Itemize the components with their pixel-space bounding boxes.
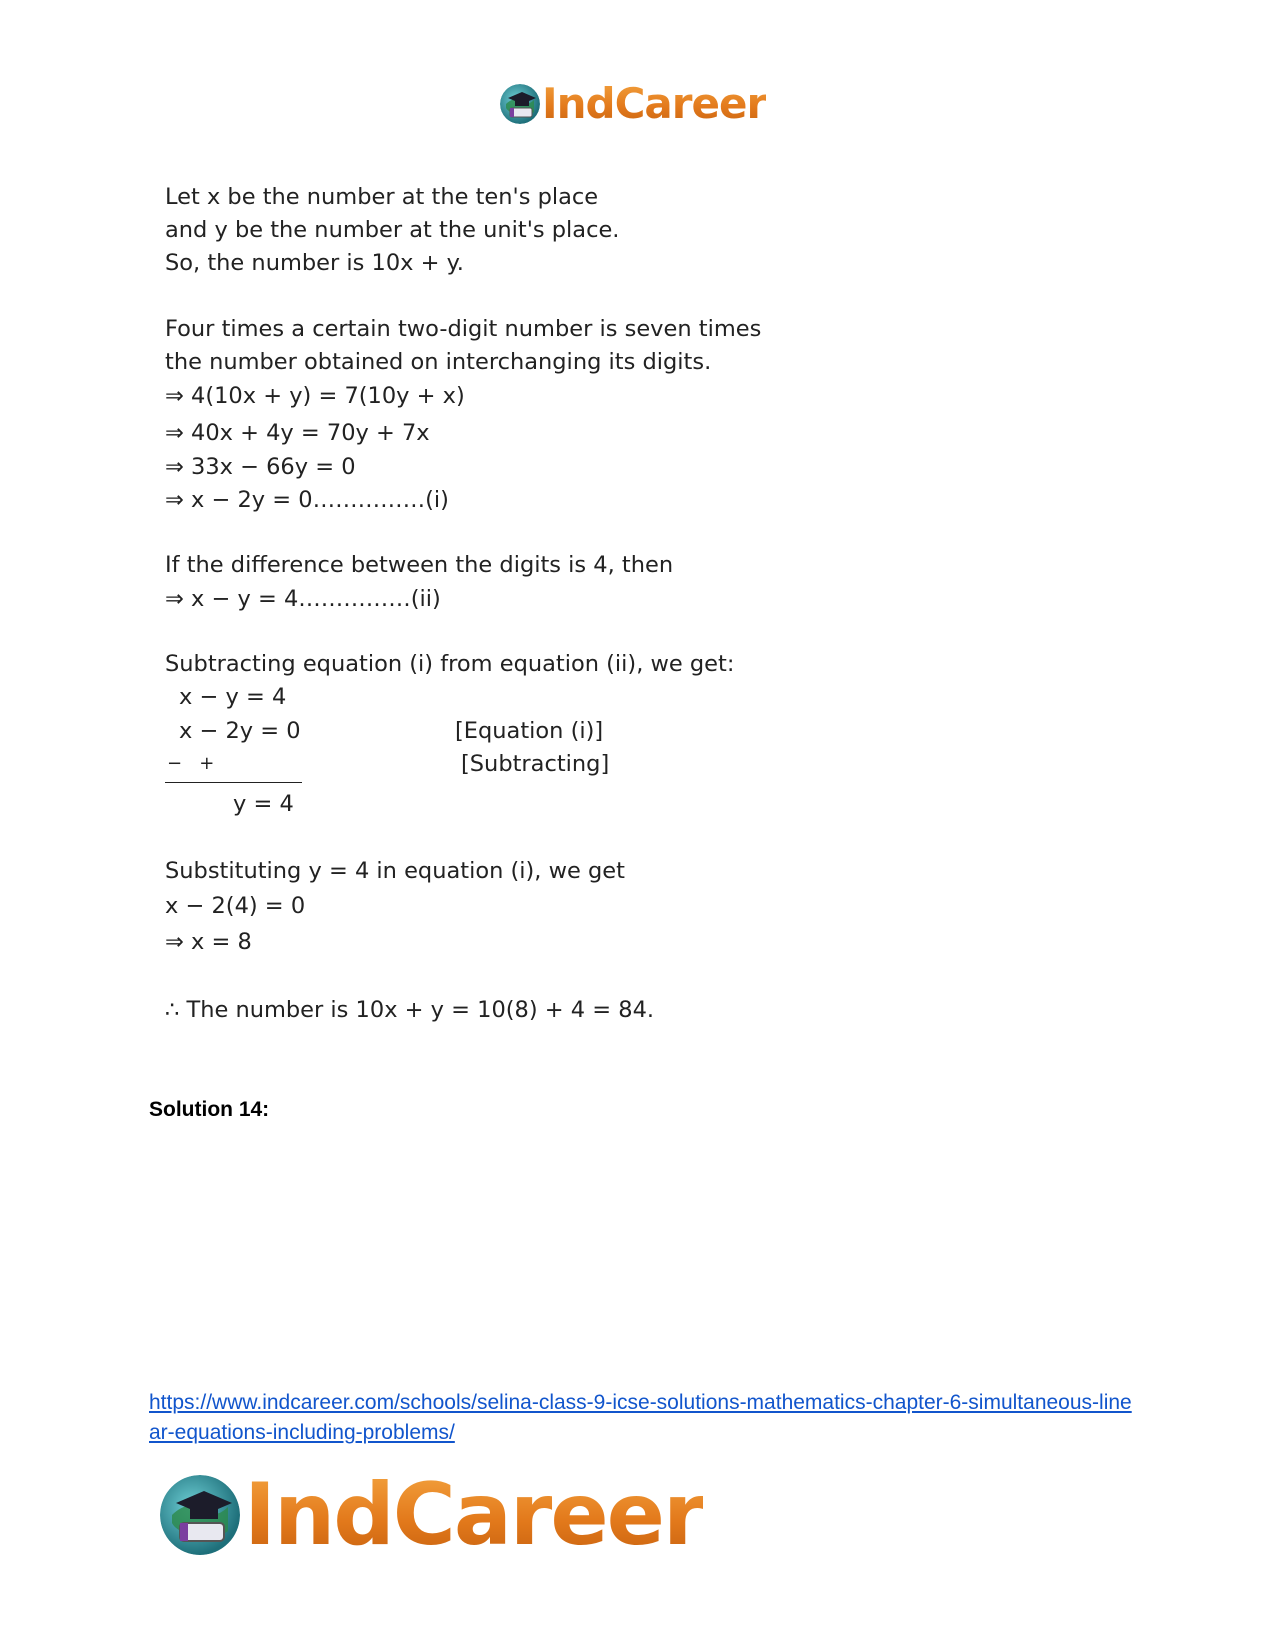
- equation-line: x − y = 4: [179, 684, 287, 710]
- equation-line: ⇒ 40x + 4y = 70y + 7x: [165, 420, 430, 446]
- equation-line: ⇒ 4(10x + y) = 7(10y + x): [165, 383, 465, 409]
- equation-note: [Equation (i)]: [455, 718, 604, 744]
- conclusion-line: ∴ The number is 10x + y = 10(8) + 4 = 84.: [165, 997, 655, 1023]
- brand-name: IndCareer: [542, 79, 767, 128]
- text-line: Four times a certain two-digit number is seven times: [165, 316, 762, 342]
- equation-line: ⇒ x − 2y = 0……………(i): [165, 487, 449, 513]
- text-line: Let x be the number at the ten's place: [165, 184, 599, 210]
- globe-graduation-cap-icon: [160, 1475, 240, 1555]
- equation-note: [Subtracting]: [461, 751, 610, 777]
- text-line: Subtracting equation (i) from equation (ii), we get:: [165, 651, 735, 677]
- header-logo: [500, 80, 766, 128]
- footer-logo: [160, 1465, 704, 1565]
- equation-line: y = 4: [233, 791, 294, 817]
- globe-graduation-cap-icon: [500, 84, 540, 124]
- text-line: the number obtained on interchanging its digits.: [165, 349, 712, 375]
- sign-row: − +: [167, 753, 215, 774]
- text-line: So, the number is 10x + y.: [165, 250, 464, 276]
- solution-heading: Solution 14:: [149, 1098, 270, 1121]
- text-line: If the difference between the digits is 4, then: [165, 552, 674, 578]
- equation-line: x − 2y = 0: [179, 718, 301, 744]
- equation-line: ⇒ 33x − 66y = 0: [165, 454, 356, 480]
- equation-line: ⇒ x = 8: [165, 929, 252, 955]
- equation-line: ⇒ x − y = 4……………(ii): [165, 586, 441, 612]
- equation-line: x − 2(4) = 0: [165, 893, 306, 919]
- text-line: Substituting y = 4 in equation (i), we get: [165, 858, 625, 884]
- text-line: and y be the number at the unit's place.: [165, 217, 620, 243]
- subtraction-rule: [165, 782, 302, 783]
- source-link[interactable]: https://www.indcareer.com/schools/selina-class-9-icse-solutions-mathematics-chapter-6-simultaneous-linear-equations-including-problems/: [149, 1391, 1132, 1444]
- brand-name: IndCareer: [244, 1465, 704, 1565]
